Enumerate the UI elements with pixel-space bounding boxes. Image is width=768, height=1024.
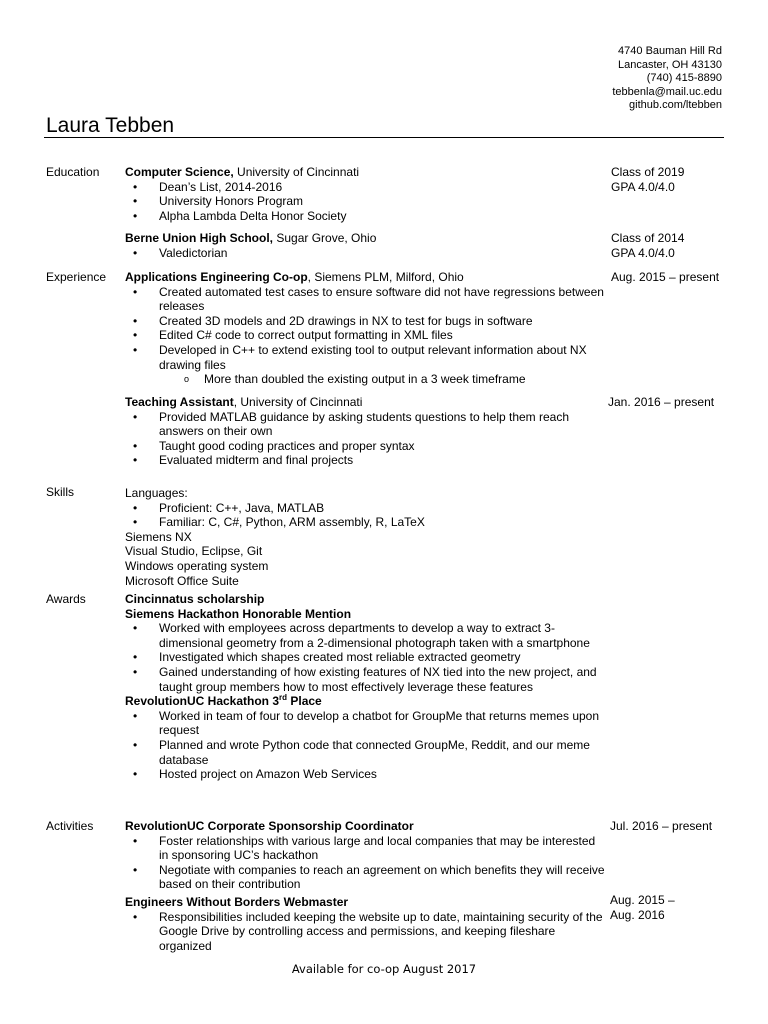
address-line-1: 4740 Bauman Hill Rd — [618, 45, 722, 57]
award3-title: RevolutionUC Hackathon 3 — [125, 694, 280, 709]
list-item: • Responsibilities included keeping the website up to date, maintaining security of the Google Drive by controlling access and permissions, and keeping fileshare organized — [125, 910, 605, 954]
education-hs-dates — [611, 231, 684, 261]
list-item: • Edited C# code to correct output formatting in XML files — [125, 328, 605, 343]
list-item: • Investigated which shapes created most reliable extracted geometry — [125, 650, 605, 665]
date-line: GPA 4.0/4.0 — [611, 180, 675, 194]
awards-block — [125, 592, 605, 782]
list-item: • Gained understanding of how existing features of NX tied into the new project, and taught group members how to most effectively leverage these features — [125, 665, 605, 694]
job1-place: , Siemens PLM, Milford, Ohio — [307, 270, 464, 284]
job2-date: Jan. 2016 – present — [608, 395, 715, 409]
list-item: • Planned and wrote Python code that connected GroupMe, Reddit, and our meme database — [125, 738, 605, 767]
job2-place: , University of Cincinnati — [233, 395, 363, 409]
act2-dates — [610, 893, 675, 923]
act1-date: Jul. 2016 – present — [610, 819, 713, 833]
date-line: Class of 2019 — [611, 165, 685, 179]
award-title: Siemens Hackathon Honorable Mention — [125, 606, 352, 621]
list-item: • Proficient: C++, Java, MATLAB — [125, 501, 605, 516]
skill-line: Visual Studio, Eclipse, Git — [125, 544, 263, 559]
job1-date: Aug. 2015 – present — [611, 270, 720, 284]
list-item: • Familiar: C, C#, Python, ARM assembly, R, LaTeX — [125, 515, 605, 530]
date-line: Aug. 2016 — [610, 908, 665, 922]
education-uc-place: University of Cincinnati — [233, 165, 360, 179]
activities-act1 — [125, 819, 605, 892]
name-rule — [44, 137, 724, 138]
section-activities: Activities — [46, 819, 94, 833]
award-title — [125, 694, 605, 709]
job2-title: Teaching Assistant — [125, 395, 234, 409]
award3-suffix: Place — [287, 694, 322, 709]
list-item: • Evaluated midterm and final projects — [125, 453, 605, 468]
list-item: • University Honors Program — [125, 194, 605, 209]
skills-block — [125, 486, 605, 588]
list-item: • Worked in team of four to develop a chatbot for GroupMe that returns memes upon request — [125, 709, 605, 738]
date-line: Aug. 2015 – — [610, 893, 675, 907]
list-item: • Worked with employees across departments to develop a way to extract 3-dimensional geometry from a 2-dimensional photograph taken with a smartphone — [125, 621, 605, 650]
list-item: • Valedictorian — [125, 246, 605, 261]
education-uc — [125, 165, 605, 223]
skill-line: Siemens NX — [125, 529, 192, 544]
experience-job2 — [125, 395, 605, 468]
skill-line: Windows operating system — [125, 558, 269, 573]
award3-ordinal: rd — [279, 693, 288, 703]
resume-name: Laura Tebben — [46, 114, 175, 137]
sub-list-item: o More than doubled the existing output in a 3 week timeframe — [125, 372, 605, 387]
list-item: • Negotiate with companies to reach an agreement on which benefits they will receive based on their contribution — [125, 863, 605, 892]
section-education: Education — [46, 165, 100, 179]
list-item: • Created automated test cases to ensure software did not have regressions between releases — [125, 285, 605, 314]
list-item: • Developed in C++ to extend existing tool to output relevant information about NX drawing files — [125, 343, 605, 372]
section-awards: Awards — [46, 592, 86, 606]
award-title: Cincinnatus scholarship — [125, 592, 265, 606]
list-item: • Created 3D models and 2D drawings in NX to test for bugs in software — [125, 314, 605, 329]
list-item: • Taught good coding practices and proper syntax — [125, 439, 605, 454]
address-line-2: Lancaster, OH 43130 — [618, 58, 722, 71]
contact-info — [612, 45, 722, 113]
education-hs — [125, 231, 605, 260]
list-item: • Dean’s List, 2014-2016 — [125, 180, 605, 195]
experience-job1 — [125, 270, 605, 387]
section-skills: Skills — [46, 485, 75, 499]
activities-act2 — [125, 895, 605, 953]
section-experience: Experience — [46, 270, 107, 284]
activity-title: RevolutionUC Corporate Sponsorship Coordinator — [125, 819, 414, 833]
phone: (740) 415-8890 — [646, 72, 722, 85]
list-item: • Hosted project on Amazon Web Services — [125, 767, 605, 782]
education-hs-place: Sugar Grove, Ohio — [273, 231, 377, 245]
education-uc-title: Computer Science, — [125, 165, 234, 179]
skill-line: Microsoft Office Suite — [125, 573, 239, 588]
list-item: • Provided MATLAB guidance by asking students questions to help them reach answers on their own — [125, 410, 605, 439]
date-line: GPA 4.0/4.0 — [611, 246, 675, 260]
job1-title: Applications Engineering Co-op — [125, 270, 308, 284]
email: tebbenla@mail.uc.edu — [612, 85, 722, 98]
activity-title: Engineers Without Borders Webmaster — [125, 895, 349, 909]
education-uc-dates — [611, 165, 684, 195]
languages-label: Languages: — [125, 486, 188, 500]
availability-footer: Available for co-op August 2017 — [291, 962, 477, 976]
education-hs-title: Berne Union High School, — [125, 231, 274, 245]
list-item: • Alpha Lambda Delta Honor Society — [125, 209, 605, 224]
github: github.com/ltebben — [629, 99, 722, 112]
list-item: • Foster relationships with various large and local companies that may be interested in sponsoring UC’s hackathon — [125, 834, 605, 863]
date-line: Class of 2014 — [611, 231, 685, 245]
